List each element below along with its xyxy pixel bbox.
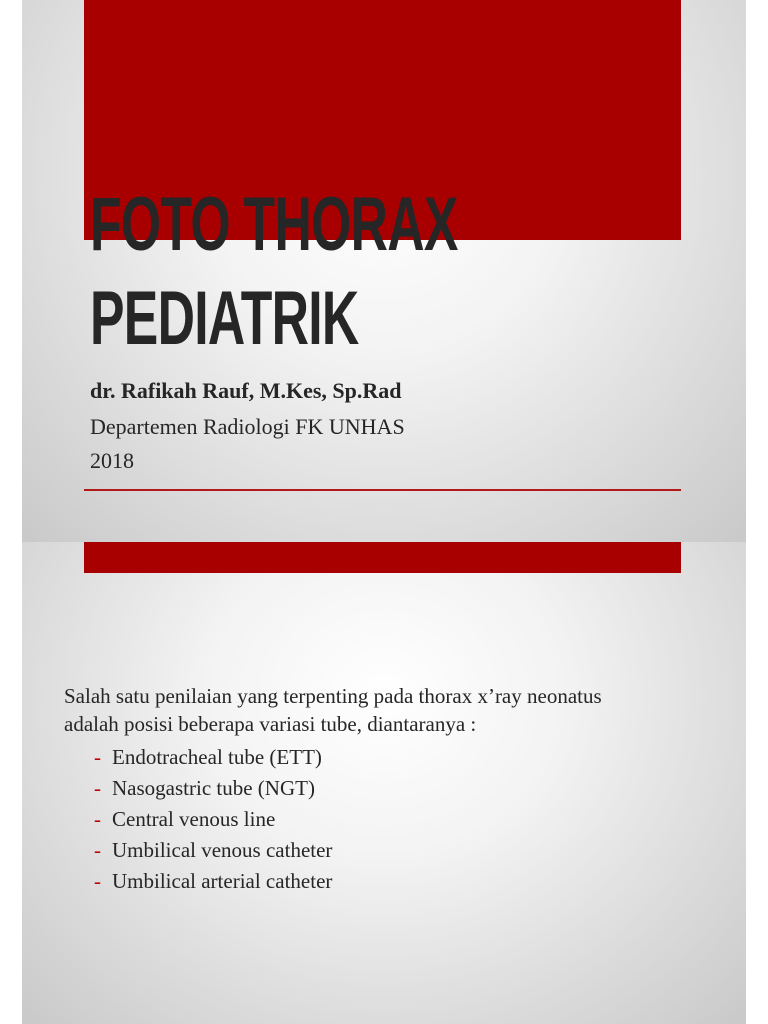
title-slide [22, 0, 746, 542]
list-item [94, 835, 332, 866]
slide-title-line-2: PEDIATRIK [90, 276, 359, 361]
list-item [94, 742, 332, 773]
author-name: dr. Rafikah Rauf, M.Kes, Sp.Rad [90, 378, 402, 403]
red-header-block [84, 542, 681, 573]
intro-line-1: Salah satu penilaian yang terpenting pada thorax x’ray neonatus [64, 684, 602, 708]
affiliation [90, 410, 405, 478]
divider-line [84, 489, 681, 491]
year: 2018 [90, 448, 134, 473]
slide-title [90, 178, 458, 366]
intro-line-2: adalah posisi beberapa variasi tube, diantaranya : [64, 712, 477, 736]
list-item [94, 804, 332, 835]
bullet-dash: - [94, 776, 101, 800]
list-item [94, 773, 332, 804]
list-item-text: Central venous line [112, 807, 276, 831]
list-item-text: Endotracheal tube (ETT) [112, 745, 322, 769]
list-item-text: Umbilical arterial catheter [112, 869, 333, 893]
list-item [94, 866, 332, 897]
intro-paragraph [64, 682, 724, 738]
bullet-dash: - [94, 869, 101, 893]
list-item-text: Nasogastric tube (NGT) [112, 776, 315, 800]
list-item-text: Umbilical venous catheter [112, 838, 333, 862]
bullet-dash: - [94, 838, 101, 862]
department-name: Departemen Radiologi FK UNHAS [90, 414, 405, 439]
bullet-dash: - [94, 745, 101, 769]
slide-title-line-1: FOTO THORAX [90, 182, 458, 267]
tube-list [94, 742, 332, 897]
bullet-dash: - [94, 807, 101, 831]
content-slide [22, 542, 746, 1024]
